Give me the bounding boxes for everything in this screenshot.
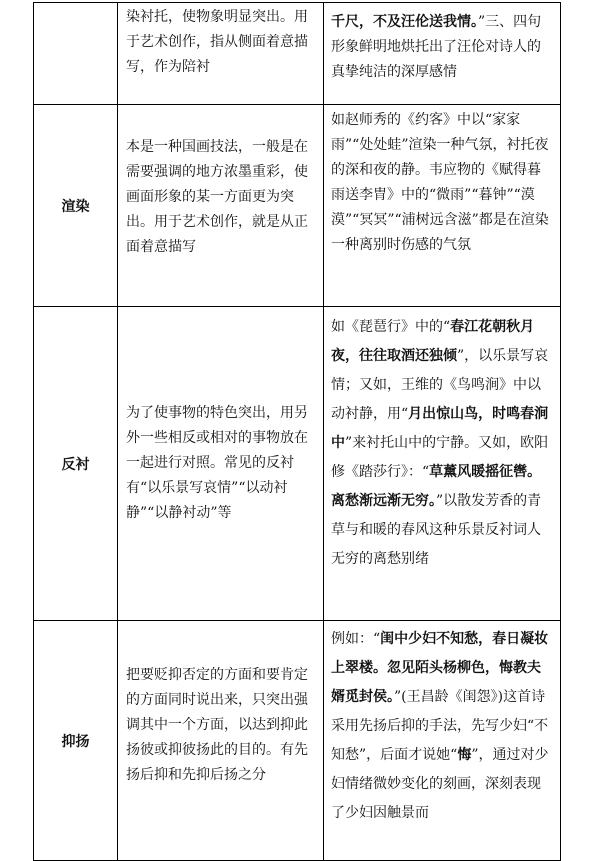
table-row — [34, 105, 561, 307]
example-run: 例如：“ — [331, 631, 381, 647]
example-text — [324, 307, 560, 574]
example-cell — [324, 307, 561, 621]
example-run: 如赵师秀的《约客》中以“家家雨”“处处蛙”渲染一种气氛，衬托夜的深和夜的静。韦应物的《赋得暮雨送李胄》中的“微雨”“暮钟”“漠漠”“冥冥”“浦树远含滋”都是在渲染一种离别时伤感的气氛 — [331, 112, 549, 253]
term-label: 渲染 — [61, 198, 90, 215]
table-row — [34, 621, 561, 861]
example-cell — [324, 3, 561, 105]
definition-cell — [118, 105, 324, 307]
term-cell — [34, 3, 118, 105]
example-run: ”，通过对少妇情绪微妙变化的刻画，深刻表现了少妇因触景而 — [331, 747, 549, 821]
definition-text: 本是一种国画技法，一般是在需要强调的地方浓墨重彩，使画面形象的某一方面更为突出。用于艺术创作，就是从正面着意描写 — [126, 139, 308, 255]
definition-text: 把要贬抑否定的方面和要肯定的方面同时说出来，只突出强调其中一个方面，以达到抑此扬彼或抑彼扬此的目的。有先扬后抑和先抑后扬之分 — [126, 667, 308, 783]
term-cell — [34, 307, 118, 621]
table-body — [34, 3, 561, 861]
quoted-verse: 草薰风暖摇征辔。离愁渐远渐无穷。 — [331, 464, 542, 509]
term-cell — [34, 621, 118, 861]
example-cell — [324, 621, 561, 861]
table-row — [34, 3, 561, 105]
definition-text: 染衬托，使物象明显突出。用于艺术创作，指从侧面着意描写，作为陪衬 — [126, 9, 308, 75]
term-cell — [34, 105, 118, 307]
quoted-verse: 千尺，不及汪伦送我情。 — [331, 14, 478, 30]
definition-cell — [118, 307, 324, 621]
rhetoric-table — [33, 2, 561, 861]
example-text — [324, 621, 560, 828]
quoted-verse: 春江花朝秋月夜，往往取酒还独倾 — [331, 319, 535, 364]
definition-cell — [118, 3, 324, 105]
example-run: 如《琵琶行》中的“ — [331, 319, 451, 335]
quoted-verse: 闺中少妇不知愁，春日凝妆上翠楼。忽见陌头杨柳色，悔教夫婿觅封侯。 — [331, 631, 549, 705]
example-run: ”以散发芳香的青草与和暖的春风这种乐景反衬词人无穷的离愁别绪 — [331, 493, 542, 567]
example-run: ”(王昌龄《闺怨》)这首诗采用先扬后抑的手法，先写少妇“不知愁”，后面才说她“ — [331, 689, 549, 763]
example-text — [324, 105, 560, 258]
example-run: ”三、四句形象鲜明地烘托出了汪伦对诗人的真挚纯洁的深厚感情 — [331, 14, 542, 80]
example-text — [324, 3, 560, 85]
table-row — [34, 307, 561, 621]
term-label: 反衬 — [61, 456, 90, 473]
example-run: ”，以乐景写哀情；又如，王维的《鸟鸣涧》中以动衬静，用“ — [331, 348, 549, 422]
example-cell — [324, 105, 561, 307]
term-label: 抑扬 — [61, 733, 90, 750]
quoted-verse: 悔 — [457, 747, 472, 763]
definition-cell — [118, 621, 324, 861]
example-run: ”来衬托山中的宁静。又如，欧阳修《踏莎行》：“ — [331, 435, 549, 480]
definition-text: 为了使事物的特色突出，用另外一些相反或相对的事物放在一起进行对照。常见的反衬有“以乐景写哀情”“以动衬静”“以静衬动”等 — [126, 405, 308, 521]
quoted-verse: 月出惊山鸟，时鸣春涧中 — [331, 406, 549, 451]
